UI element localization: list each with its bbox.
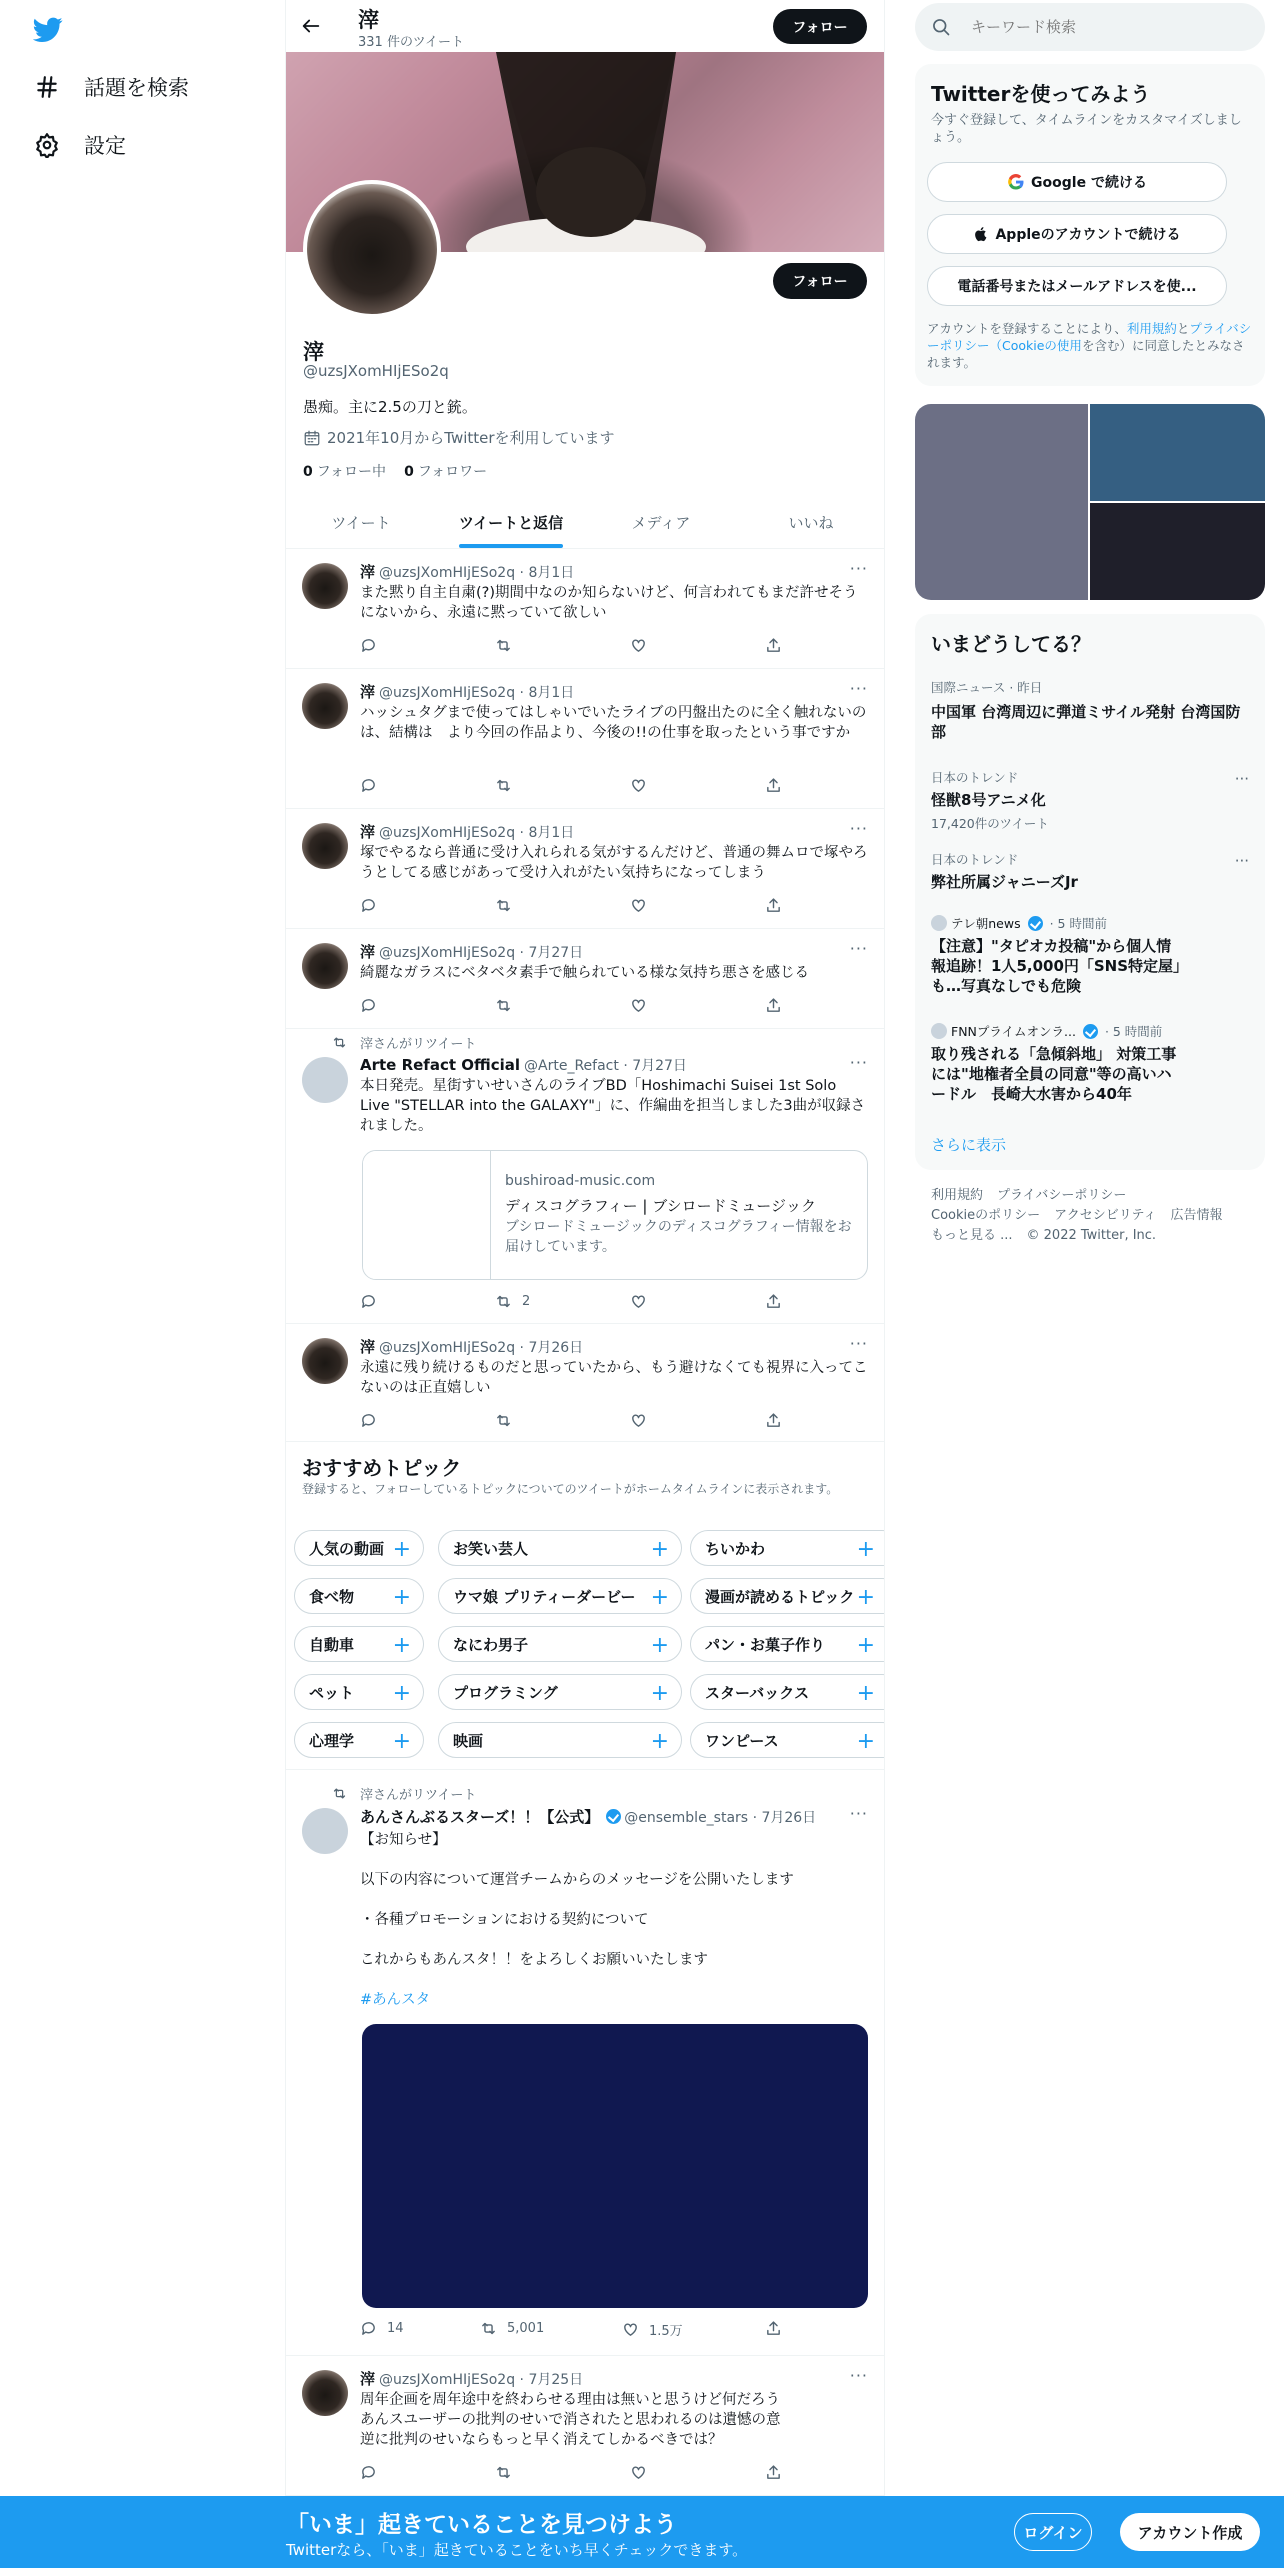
tab-likes[interactable]: いいね <box>788 514 834 532</box>
topic-chip[interactable]: プログラミング + <box>438 1674 682 1710</box>
plus-icon: + <box>392 1537 411 1562</box>
tweet-avatar[interactable] <box>302 943 348 989</box>
reply-icon <box>360 1293 377 1310</box>
tab-tweets-replies[interactable]: ツイートと返信 <box>436 497 586 548</box>
search-input[interactable] <box>971 15 1241 39</box>
footer-link[interactable]: もっと見る ... <box>931 1228 1013 1243</box>
news-item[interactable]: FNNプライムオンラ... · 5 時間前 取り残される「急傾斜地」 対策工事には"地権者全員の同意"等の高いハードル 長崎大水害から40年 <box>931 1024 1177 1103</box>
like-button[interactable] <box>630 1293 647 1310</box>
tweet-text-line: 以下の内容について運営チームからのメッセージを公開いたします <box>360 1872 794 1888</box>
trends-title: いまどうしてる？ <box>931 632 1091 656</box>
plus-icon: + <box>856 1585 875 1610</box>
retweet-count: 5,001 <box>507 2321 545 2336</box>
link-card-description: ブシロードミュージックのディスコグラフィー情報をお届けしています。 <box>505 1219 852 1255</box>
terms-link[interactable]: 利用規約 <box>1126 321 1177 336</box>
apple-signup-button[interactable]: Appleのアカウントで続ける <box>927 214 1227 254</box>
gallery-image[interactable] <box>1090 404 1265 501</box>
plus-icon: + <box>856 1537 875 1562</box>
search-box[interactable] <box>915 3 1265 51</box>
plus-icon: + <box>392 1633 411 1658</box>
tweet[interactable] <box>286 809 885 929</box>
plus-icon: + <box>392 1681 411 1706</box>
tweet-text: また黙り自主自粛(?)期間中なのか知らないけど、何言われてもまだ許せそうにないから、永遠に黙っていて欲しい <box>360 585 858 621</box>
retweet-icon <box>495 637 512 654</box>
more-icon[interactable]: ··· <box>849 1053 868 1072</box>
retweet-icon <box>332 1786 347 1801</box>
link-card[interactable] <box>362 1150 868 1280</box>
trend-item[interactable]: 日本のトレンド 弊社所属ジャニーズJr ··· <box>931 852 1249 891</box>
tweet-avatar[interactable] <box>302 823 348 869</box>
profile-column <box>285 0 885 2568</box>
tweet[interactable] <box>286 929 885 1029</box>
topic-chip[interactable]: ウマ娘 プリティーダービー + <box>438 1578 682 1614</box>
retweet-button[interactable] <box>495 637 512 654</box>
tweet-header: 滓 @uzsJXomHIjESo2q · 7月26日 <box>360 1338 584 1356</box>
like-button[interactable] <box>630 2464 647 2481</box>
share-button[interactable] <box>765 1293 782 1310</box>
tweet-actions <box>360 897 810 917</box>
tweet-actions <box>360 1293 810 1313</box>
topic-chip[interactable]: 映画 + <box>438 1722 682 1758</box>
followers-link[interactable]: 0 フォロワー <box>404 464 488 480</box>
profile-name: 滓 <box>303 340 324 364</box>
verified-badge-icon <box>1083 1024 1098 1039</box>
google-signup-button[interactable]: Google で続ける <box>927 162 1227 202</box>
tweet-header: 滓 @uzsJXomHIjESo2q · 7月27日 <box>360 943 584 961</box>
share-icon <box>765 997 782 1014</box>
tweet-header: Arte Refact Official @Arte_Refact · 7月27日 <box>360 1056 687 1074</box>
signup-button[interactable]: アカウント作成 <box>1120 2513 1260 2551</box>
more-icon[interactable]: ··· <box>1234 770 1249 788</box>
heart-icon <box>630 1412 647 1429</box>
retweet-indicator: 滓さんがリツイート <box>360 1784 476 1803</box>
right-sidebar <box>915 0 1265 2568</box>
tweet-text: 本日発売。星街すいせいさんのライブBD「Hoshimachi Suisei 1st Solo Live "STELLAR into the GALAXY"」に、作編曲を担当しました3曲が収録されました。 <box>360 1078 866 1134</box>
reply-button[interactable] <box>360 2320 404 2337</box>
plus-icon: + <box>856 1681 875 1706</box>
tweet-text-line: これからもあんスタ！！をよろしくお願いいたします <box>360 1952 708 1968</box>
reply-button[interactable] <box>360 897 377 914</box>
tweet-text: 周年企画を周年途中を終わらせる理由は無いと思うけど何だろう あんスユーザーの批判のせいで消されたと思われるのは遺憾の意 逆に批判のせいならもっと早く消えてしかるべきでは？ <box>360 2392 781 2448</box>
hashtag-icon <box>34 74 60 100</box>
tweet[interactable] <box>286 669 885 809</box>
plus-icon: + <box>650 1729 669 1754</box>
plus-icon: + <box>392 1585 411 1610</box>
share-icon <box>765 2464 782 2481</box>
plus-icon: + <box>650 1537 669 1562</box>
topics-subtitle: 登録すると、フォローしているトピックについてのツイートがホームタイムラインに表示されます。 <box>302 1482 839 1496</box>
copyright: © 2022 Twitter, Inc. <box>1026 1228 1157 1243</box>
reply-count: 14 <box>387 2321 404 2336</box>
tweet-text: 永遠に残り続けるものだと思っていたから、もう避けなくても視界に入ってこないのは正直嬉しい <box>360 1360 868 1396</box>
topic-chip[interactable]: 心理学 + <box>294 1722 424 1758</box>
profile-topbar <box>286 0 884 52</box>
reply-button[interactable] <box>360 1293 377 1310</box>
more-icon[interactable]: ··· <box>849 2366 868 2385</box>
gallery-image[interactable] <box>1090 503 1265 600</box>
more-icon[interactable]: ··· <box>849 939 868 958</box>
more-icon[interactable]: ··· <box>849 1334 868 1353</box>
more-icon[interactable]: ··· <box>849 1804 868 1823</box>
verified-badge-icon <box>606 1809 621 1824</box>
profile-bio: 愚痴。主に2.5の刀と銃。 <box>303 398 477 416</box>
login-button[interactable]: ログイン <box>1014 2513 1092 2551</box>
following-link[interactable]: 0 フォロー中 <box>303 464 387 480</box>
nav-explore[interactable] <box>34 72 189 102</box>
footer-link[interactable]: Cookieのポリシー <box>931 1208 1041 1223</box>
share-icon <box>765 897 782 914</box>
like-button[interactable] <box>630 997 647 1014</box>
retweet-icon <box>495 897 512 914</box>
tweet-header: 滓 @uzsJXomHIjESo2q · 8月1日 <box>360 683 575 701</box>
topic-chip[interactable]: お笑い芸人 + <box>438 1530 682 1566</box>
show-more-link[interactable]: さらに表示 <box>931 1136 1007 1154</box>
tweet-header: 滓 @uzsJXomHIjESo2q · 8月1日 <box>360 823 575 841</box>
retweet-icon <box>480 2320 497 2337</box>
profile-joined <box>303 427 615 448</box>
footer-links <box>931 1186 1261 1246</box>
tweet-actions <box>360 2320 810 2340</box>
share-icon <box>765 1412 782 1429</box>
plus-icon: + <box>856 1729 875 1754</box>
retweet-button[interactable] <box>480 2320 544 2337</box>
reply-button[interactable] <box>360 1412 377 1429</box>
signup-title: Twitterを使ってみよう <box>931 82 1151 106</box>
tweet-header: 滓 @uzsJXomHIjESo2q · 7月25日 <box>360 2370 584 2388</box>
share-button[interactable] <box>765 637 782 654</box>
tweet-header: 滓 @uzsJXomHIjESo2q · 8月1日 <box>360 563 575 581</box>
tweet[interactable] <box>286 549 885 669</box>
tweet-header: あんさんぶるスターズ！！【公式】 @ensemble_stars · 7月26日 <box>360 1808 817 1826</box>
more-icon[interactable]: ··· <box>849 559 868 578</box>
signup-subtitle: 今すぐ登録して、タイムラインをカスタマイズしましょう。 <box>931 113 1242 145</box>
footer-link[interactable]: 広告情報 <box>1170 1208 1223 1223</box>
like-button[interactable] <box>622 2320 683 2339</box>
topic-chip[interactable]: ちいかわ + <box>690 1530 885 1566</box>
link-card-title: ディスコグラフィー | ブシロードミュージック <box>505 1197 816 1215</box>
privacy-link[interactable]: プライバシーポリシー（Cookieの使用 <box>927 321 1252 353</box>
topic-chip[interactable]: 人気の動画 + <box>294 1530 424 1566</box>
profile-handle: @uzsJXomHIjESo2q <box>303 362 449 380</box>
link-card-thumbnail <box>363 1151 491 1280</box>
joined-text: 2021年10月からTwitterを利用しています <box>327 429 615 447</box>
plus-icon: + <box>650 1681 669 1706</box>
follow-button[interactable]: フォロー <box>773 263 867 299</box>
share-button[interactable] <box>765 2464 782 2481</box>
share-icon <box>765 777 782 794</box>
tweet-actions <box>360 777 810 797</box>
heart-icon <box>630 2464 647 2481</box>
tweet-text: ハッシュタグまで使ってはしゃいでいたライブの円盤出たのに全く触れないのは、結構は より今回の作品より、今後の!!の仕事を取ったという事ですか <box>360 705 867 741</box>
back-arrow-icon[interactable] <box>300 15 322 37</box>
reply-icon <box>360 897 377 914</box>
share-button[interactable] <box>765 777 782 794</box>
topic-chip[interactable]: パン・お菓子作り + <box>690 1626 885 1662</box>
tweet-avatar[interactable] <box>302 1338 348 1384</box>
nav-settings-label: 設定 <box>84 134 126 158</box>
apple-icon <box>973 225 989 243</box>
retweet-indicator: 滓さんがリツイート <box>360 1033 476 1052</box>
tweet[interactable] <box>286 1324 885 1442</box>
retweet-icon <box>495 2464 512 2481</box>
nav-explore-label: 話題を検索 <box>84 76 189 100</box>
topics-title: おすすめトピック <box>302 1456 462 1480</box>
heart-icon <box>622 2321 639 2338</box>
bottom-bar-title: 「いま」起きていることを見つけよう <box>286 2512 677 2538</box>
topic-chip[interactable]: 自動車 + <box>294 1626 424 1662</box>
gear-icon <box>34 132 60 158</box>
heart-icon <box>630 777 647 794</box>
reply-button[interactable] <box>360 997 377 1014</box>
reply-icon <box>360 1412 377 1429</box>
tweet-text: 塚でやるなら普通に受け入れられる気がするんだけど、普通の舞ムロで塚やろうとしてる感じがあって受け入れがたい気持ちになってしまう <box>360 845 868 881</box>
left-nav <box>0 0 286 2568</box>
retweet-button[interactable] <box>495 997 512 1014</box>
reply-icon <box>360 2320 377 2337</box>
trend-item[interactable]: 日本のトレンド 怪獣8号アニメ化 17,420件のツイート ··· <box>931 770 1249 831</box>
heart-icon <box>630 1293 647 1310</box>
phone-email-signup-button[interactable]: 電話番号またはメールアドレスを使... <box>927 266 1227 306</box>
share-button[interactable] <box>765 1412 782 1429</box>
bottom-signup-bar <box>0 2496 1284 2568</box>
reply-icon <box>360 2464 377 2481</box>
tweet-avatar[interactable] <box>302 2370 348 2416</box>
tweet-avatar[interactable] <box>302 1808 348 1854</box>
calendar-icon <box>303 429 321 447</box>
tweet[interactable] <box>286 2356 885 2496</box>
tweet-text: 綺麗なガラスにベタベタ素手で触られている様な気持ち悪さを感じる <box>360 965 810 981</box>
follow-button-top[interactable]: フォロー <box>773 9 867 44</box>
retweet-icon <box>495 777 512 794</box>
bottom-bar-subtitle: Twitterなら、「いま」起きていることをいち早くチェックできます。 <box>286 2541 748 2559</box>
footer-link[interactable]: 利用規約 <box>931 1188 984 1203</box>
plus-icon: + <box>650 1585 669 1610</box>
topic-chip[interactable]: 漫画が読めるトピック + <box>690 1578 885 1614</box>
topic-chip[interactable]: ペット + <box>294 1674 424 1710</box>
retweet-icon <box>332 1035 347 1050</box>
more-icon[interactable]: ··· <box>1234 852 1249 870</box>
profile-avatar[interactable] <box>303 180 441 318</box>
media-gallery[interactable] <box>915 404 1265 600</box>
verified-badge-icon <box>1028 916 1043 931</box>
reply-icon <box>360 637 377 654</box>
share-button[interactable] <box>765 997 782 1014</box>
retweet-button[interactable] <box>495 1412 512 1429</box>
retweet-count: 2 <box>522 1294 531 1309</box>
reply-button[interactable] <box>360 2464 377 2481</box>
like-button[interactable] <box>630 1412 647 1429</box>
like-button[interactable] <box>630 897 647 914</box>
topbar-title: 滓 <box>358 8 379 32</box>
topic-chip[interactable]: なにわ男子 + <box>438 1626 682 1662</box>
retweet-icon <box>495 1293 512 1310</box>
footer-link[interactable]: プライバシーポリシー <box>997 1188 1127 1203</box>
more-icon[interactable]: ··· <box>849 819 868 838</box>
retweet-icon <box>495 1412 512 1429</box>
news-item[interactable]: テレ朝news · 5 時間前 【注意】"タピオカ投稿"から個人情報追跡！1人5,000円「SNS特定屋」も…写真なしでも危険 <box>931 916 1181 995</box>
share-button[interactable] <box>765 2320 782 2337</box>
reply-icon <box>360 777 377 794</box>
tweet-actions <box>360 997 810 1017</box>
signup-panel <box>915 64 1265 386</box>
topic-chip[interactable]: ワンピース + <box>690 1722 885 1758</box>
source-avatar <box>931 1023 947 1039</box>
gallery-image[interactable] <box>915 404 1088 600</box>
link-card-domain: bushiroad-music.com <box>505 1173 656 1189</box>
source-avatar <box>931 915 947 931</box>
profile-tabs <box>286 497 885 549</box>
footer-link[interactable]: アクセシビリティ <box>1054 1208 1157 1223</box>
share-icon <box>765 637 782 654</box>
signup-legal-text: アカウントを登録することにより、利用規約とプライバシーポリシー（Cookieの使用を含む）に同意したとみなされます。 <box>927 321 1252 370</box>
google-icon <box>1007 173 1025 191</box>
reply-button[interactable] <box>360 777 377 794</box>
heart-icon <box>630 637 647 654</box>
profile-stats <box>303 461 487 481</box>
heart-icon <box>630 897 647 914</box>
tweet-text-line: ・各種プロモーションにおける契約について <box>360 1912 649 1928</box>
retweet-button[interactable] <box>495 2464 512 2481</box>
tweet-media-image[interactable] <box>362 2024 868 2308</box>
tweet-avatar[interactable] <box>302 1057 348 1103</box>
heart-icon <box>630 997 647 1014</box>
trends-panel <box>915 614 1265 1170</box>
twitter-logo-icon[interactable] <box>33 14 63 44</box>
tweet-avatar[interactable] <box>302 563 348 609</box>
search-icon <box>931 17 951 37</box>
topic-chip[interactable]: 食べ物 + <box>294 1578 424 1614</box>
reply-button[interactable] <box>360 637 377 654</box>
more-icon[interactable]: ··· <box>849 679 868 698</box>
nav-settings[interactable] <box>34 130 126 160</box>
topic-chip[interactable]: スターバックス + <box>690 1674 885 1710</box>
trend-item[interactable]: 国際ニュース · 昨日 中国軍 台湾周辺に弾道ミサイル発射 台湾国防部 <box>931 680 1241 741</box>
share-icon <box>765 1293 782 1310</box>
like-count: 1.5万 <box>649 2324 683 2339</box>
like-button[interactable] <box>630 637 647 654</box>
plus-icon: + <box>392 1729 411 1754</box>
plus-icon: + <box>856 1633 875 1658</box>
tab-tweets[interactable]: ツイート <box>331 514 391 532</box>
plus-icon: + <box>650 1633 669 1658</box>
tweet-count: 331 件のツイート <box>358 35 465 50</box>
share-icon <box>765 2320 782 2337</box>
retweet-button[interactable] <box>495 777 512 794</box>
share-button[interactable] <box>765 897 782 914</box>
hashtag-link[interactable]: #あんスタ <box>360 1992 431 2008</box>
retweet-icon <box>495 997 512 1014</box>
retweet-button[interactable] <box>495 897 512 914</box>
reply-icon <box>360 997 377 1014</box>
tweet-avatar[interactable] <box>302 683 348 729</box>
tweet-text-line: 【お知らせ】 <box>360 1832 447 1848</box>
tab-media[interactable]: メディア <box>631 514 691 532</box>
tweet-actions <box>360 2464 810 2484</box>
tweet-actions <box>360 637 810 657</box>
recommended-topics <box>286 1442 885 1770</box>
retweet-button[interactable] <box>495 1293 530 1310</box>
tweet-actions <box>360 1412 810 1432</box>
like-button[interactable] <box>630 777 647 794</box>
